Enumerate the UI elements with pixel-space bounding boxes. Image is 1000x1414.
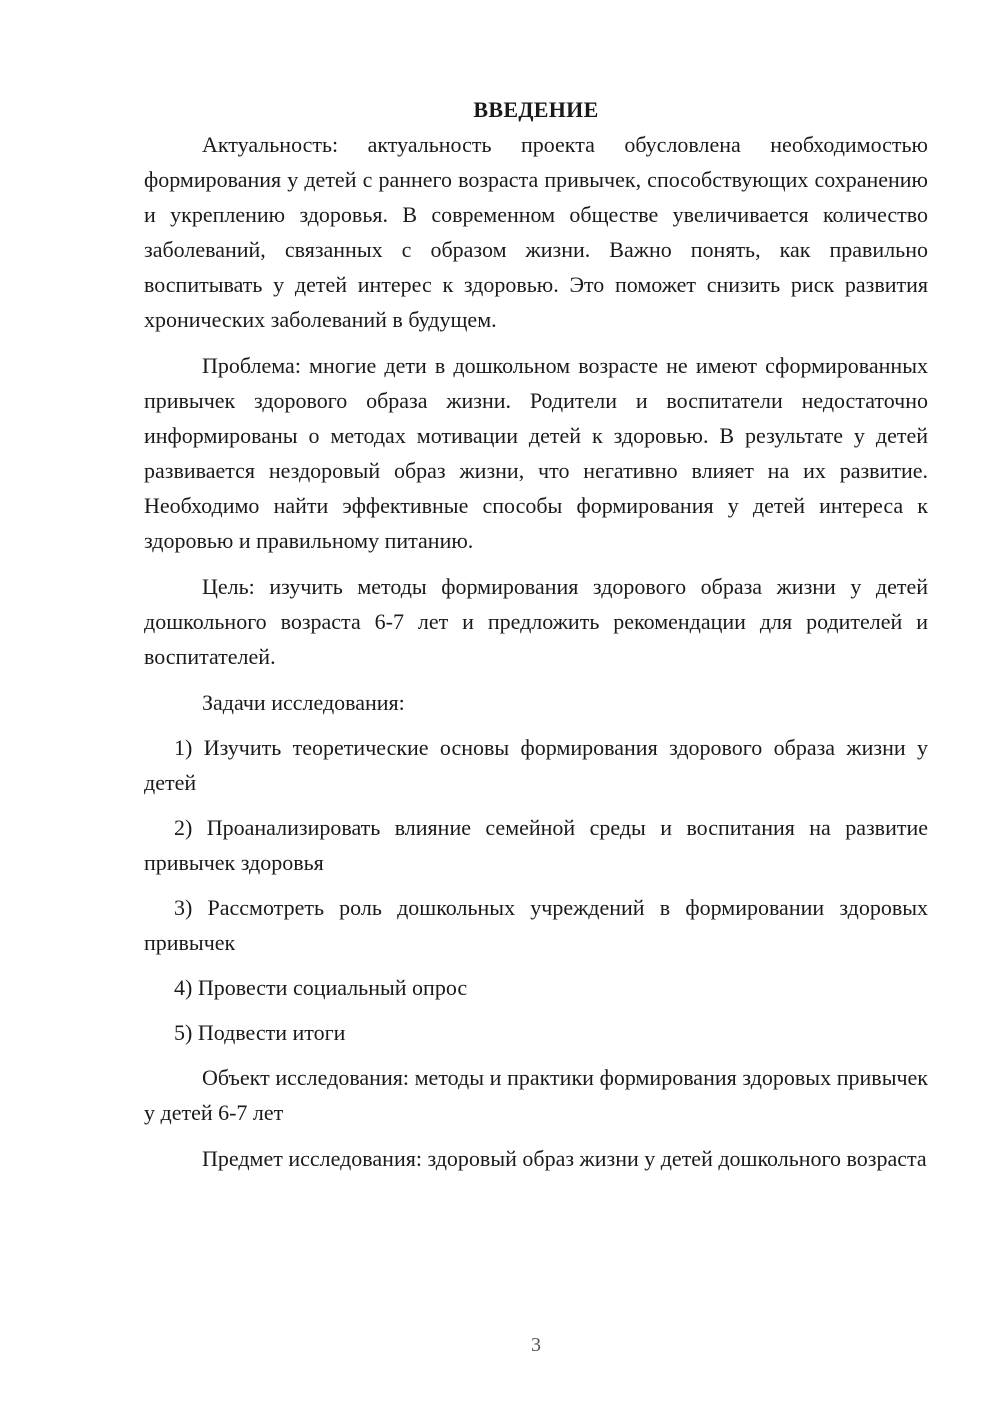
goal-paragraph: Цель: изучить методы формирования здорового образа жизни у детей дошкольного возраста 6-7 лет и предложить рекомендации для родителей и воспитателей. xyxy=(144,574,928,669)
list-item: 3) Рассмотреть роль дошкольных учреждений в формировании здоровых привычек xyxy=(144,895,928,955)
object-paragraph: Объект исследования: методы и практики формирования здоровых привычек у детей 6-7 лет xyxy=(144,1065,928,1125)
page-content xyxy=(144,92,928,1187)
tasks-title: Задачи исследования: xyxy=(202,690,405,715)
list-item: 2) Проанализировать влияние семейной среды и воспитания на развитие привычек здоровья xyxy=(144,815,928,875)
tasks-list xyxy=(144,730,928,1050)
section-heading: ВВЕДЕНИЕ xyxy=(473,97,599,122)
page-number: 3 xyxy=(531,1334,541,1356)
list-item: 5) Подвести итоги xyxy=(174,1020,346,1045)
list-item: 1) Изучить теоретические основы формирования здорового образа жизни у детей xyxy=(144,735,928,795)
problem-paragraph: Проблема: многие дети в дошкольном возрасте не имеют сформированных привычек здорового образа жизни. Родители и воспитатели недостаточно информированы о методах мотивации детей к здоровью. В результате у детей развивается нездоровый образ жизни, что негативно влияет на их развитие. Необходимо найти эффективные способы формирования у детей интереса к здоровью и правильному питанию. xyxy=(144,353,928,553)
subject-paragraph: Предмет исследования: здоровый образ жизни у детей дошкольного возраста xyxy=(202,1146,927,1171)
list-item: 4) Провести социальный опрос xyxy=(174,975,468,1000)
relevance-paragraph: Актуальность: актуальность проекта обусловлена необходимостью формирования у детей с раннего возраста привычек, способствующих сохранению и укреплению здоровья. В современном обществе увеличивается количество заболеваний, связанных с образом жизни. Важно понять, как правильно воспитывать у детей интерес к здоровью. Это поможет снизить риск развития хронических заболеваний в будущем. xyxy=(144,132,928,332)
